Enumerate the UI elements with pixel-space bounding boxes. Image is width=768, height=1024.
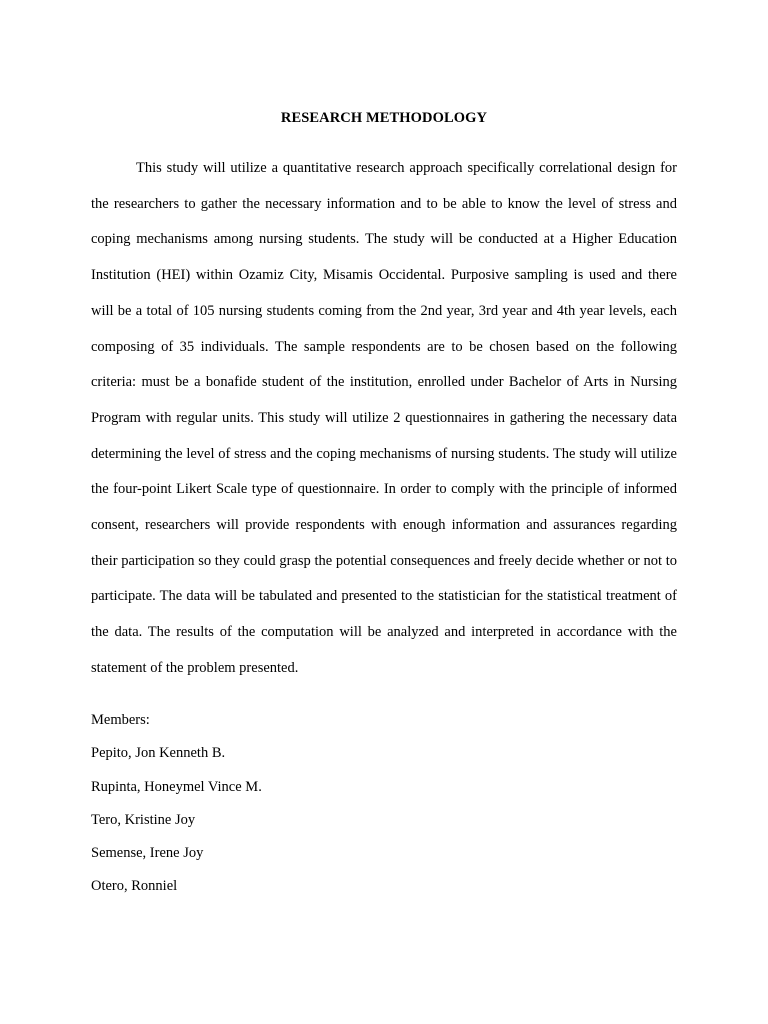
member-name: Rupinta, Honeymel Vince M. — [91, 778, 262, 795]
member-name: Tero, Kristine Joy — [91, 811, 196, 828]
members-label: Members: — [91, 712, 150, 728]
member-name: Semense, Irene Joy — [91, 845, 204, 862]
member-name: Otero, Ronniel — [91, 878, 178, 895]
methodology-paragraph: This study will utilize a quantitative research approach specifically correlational design for the researchers to gather the necessary information and to be able to know the level of stress and coping mechanisms among nursing students. The study will be conducted at a Higher Education Institution (HEI) within Ozamiz City, Misamis Occidental. Purposive sampling is used and there will be a total of 105 nursing students coming from the 2nd year, 3rd year and 4th year levels, each composing of 35 individuals. The sample respondents are to be chosen based on the following criteria: must be a bonafide student of the institution, enrolled under Bachelor of Arts in Nursing Program with regular units. This study will utilize 2 questionnaires in gathering the necessary data determining the level of stress and the coping mechanisms of nursing students. The study will utilize the four-point Likert Scale type of questionnaire. In order to comply with the principle of informed consent, researchers will provide respondents with enough information and assurances regarding their participation so they could grasp the potential consequences and freely decide whether or not to participate. The data will be tabulated and presented to the statistician for the statistical treatment of the data. The results of the computation will be analyzed and interpreted in accordance with the statement of the problem presented. — [91, 160, 677, 676]
members-list — [91, 710, 591, 910]
member-name: Pepito, Jon Kenneth B. — [91, 745, 226, 762]
document-title: RESEARCH METHODOLOGY — [280, 110, 488, 126]
